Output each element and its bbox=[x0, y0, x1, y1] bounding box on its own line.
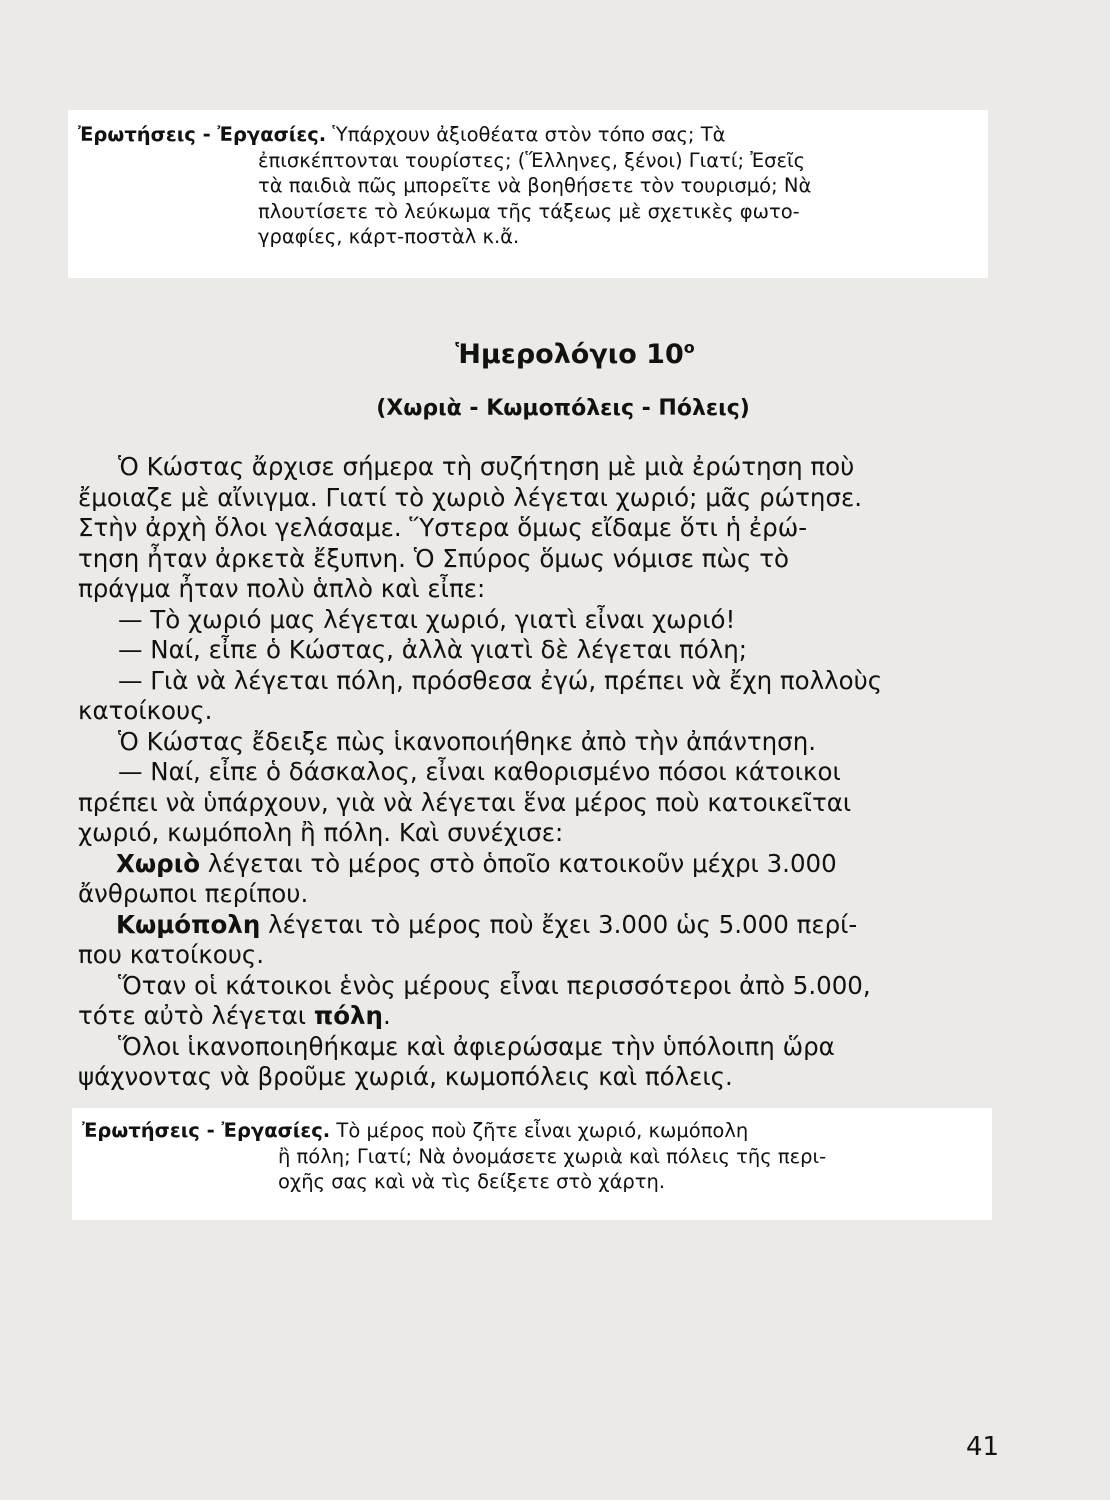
dialogue-line: — Ναί, εἶπε ὁ Κώστας, ἀλλὰ γιατὶ δὲ λέγεται πόλη; bbox=[118, 635, 748, 664]
diary-subtitle: (Χωριὰ - Κωμοπόλεις - Πόλεις) bbox=[376, 396, 750, 421]
body-line: Ὁ Κώστας ἄρχισε σήμερα τὴ συζήτηση μὲ μιὰ ἐρώτηση ποὺ bbox=[118, 452, 855, 481]
questions-top-line-2: ἐπισκέπτονται τουρίστες; (Ἕλληνες, ξένοι) Γιατί; Ἐσεῖς bbox=[258, 148, 806, 172]
body-line: που κατοίκους. bbox=[78, 940, 265, 969]
questions-top-line-4: πλουτίσετε τὸ λεύκωμα τῆς τάξεως μὲ σχετικὲς φωτο- bbox=[258, 199, 800, 223]
dialogue-line: — Τὸ χωριό μας λέγεται χωριό, γιατὶ εἶναι χωριό! bbox=[118, 604, 736, 634]
questions-bottom-line-1: Ἐρωτήσεις - Ἐργασίες. Τὸ μέρος ποὺ ζῆτε εἶναι χωριό, κωμόπολη bbox=[82, 1119, 749, 1142]
dialogue-line: — Ναί, εἶπε ὁ δάσκαλος, εἶναι καθορισμένο πόσοι κάτοικοι bbox=[118, 757, 841, 786]
diary-body bbox=[78, 452, 998, 1093]
questions-top-heading: Ἐρωτήσεις - Ἐργασίες. bbox=[78, 123, 327, 146]
body-line: κατοίκους. bbox=[78, 696, 213, 725]
questions-top-line-3: τὰ παιδιὰ πῶς μπορεῖτε νὰ βοηθήσετε τὸν τουρισμό; Νὰ bbox=[258, 174, 812, 197]
body-line: ἄνθρωποι περίπου. bbox=[78, 879, 309, 908]
page-number: 41 bbox=[966, 1432, 1000, 1462]
questions-bottom-heading: Ἐρωτήσεις - Ἐργασίες. bbox=[82, 1119, 331, 1142]
body-line: ἔμοιαζε μὲ αἴνιγμα. Γιατί τὸ χωριὸ λέγεται χωριό; μᾶς ρώτησε. bbox=[78, 482, 863, 512]
definition-city: τότε αὐτὸ λέγεται πόλη. bbox=[78, 1001, 391, 1030]
body-line: Ὁ Κώστας ἔδειξε πὼς ἱκανοποιήθηκε ἀπὸ τὴν ἀπάντηση. bbox=[118, 726, 817, 756]
term-township: Κωμόπολη bbox=[116, 909, 261, 939]
definition-township: Κωμόπολη λέγεται τὸ μέρος ποὺ ἔχει 3.000 ὡς 5.000 περί- bbox=[116, 909, 858, 939]
body-line: Στὴν ἀρχὴ ὅλοι γελάσαμε. Ὕστερα ὅμως εἴδαμε ὅτι ἡ ἐρώ- bbox=[78, 513, 808, 542]
dialogue-line: — Γιὰ νὰ λέγεται πόλη, πρόσθεσα ἐγώ, πρέπει νὰ ἔχη πολλοὺς bbox=[118, 665, 883, 695]
body-line: χωριό, κωμόπολη ἢ πόλη. Καὶ συνέχισε: bbox=[78, 818, 564, 847]
questions-top-line-5: γραφίες, κάρτ-ποστὰλ κ.ἄ. bbox=[258, 225, 520, 248]
questions-bottom-line-2: ἢ πόλη; Γιατί; Νὰ ὀνομάσετε χωριὰ καὶ πόλεις τῆς περι- bbox=[278, 1144, 827, 1168]
body-line: πρέπει νὰ ὑπάρχουν, γιὰ νὰ λέγεται ἕνα μέρος ποὺ κατοικεῖται bbox=[78, 787, 852, 817]
questions-top-line-1: Ἐρωτήσεις - Ἐργασίες. Ὑπάρχουν ἀξιοθέατα στὸν τόπο σας; Τὰ bbox=[78, 123, 726, 146]
term-city: πόλη bbox=[313, 1001, 384, 1030]
body-line: τηση ἦταν ἀρκετὰ ἔξυπνη. Ὁ Σπύρος ὅμως νόμισε πὼς τὸ bbox=[78, 543, 789, 573]
body-line: πράγμα ἦταν πολὺ ἁπλὸ καὶ εἶπε: bbox=[78, 574, 486, 603]
questions-box-bottom bbox=[72, 1108, 992, 1220]
questions-box-top bbox=[68, 110, 988, 278]
body-line: ψάχνοντας νὰ βροῦμε χωριά, κωμοπόλεις καὶ πόλεις. bbox=[78, 1062, 733, 1091]
body-line: Ὅταν οἱ κάτοικοι ἑνὸς μέρους εἶναι περισσότεροι ἀπὸ 5.000, bbox=[118, 970, 871, 1000]
term-village: Χωριὸ bbox=[116, 848, 201, 878]
body-line: Ὅλοι ἱκανοποιηθήκαμε καὶ ἀφιερώσαμε τὴν ὑπόλοιπη ὥρα bbox=[118, 1031, 835, 1061]
definition-village: Χωριὸ λέγεται τὸ μέρος στὸ ὁποῖο κατοικοῦν μέχρι 3.000 bbox=[116, 848, 837, 878]
questions-bottom-line-3: οχῆς σας καὶ νὰ τὶς δείξετε στὸ χάρτη. bbox=[278, 1170, 666, 1193]
diary-title-superscript: ο bbox=[683, 338, 695, 357]
diary-title: Ἡμερολόγιο $10^o$ bbox=[455, 338, 695, 370]
